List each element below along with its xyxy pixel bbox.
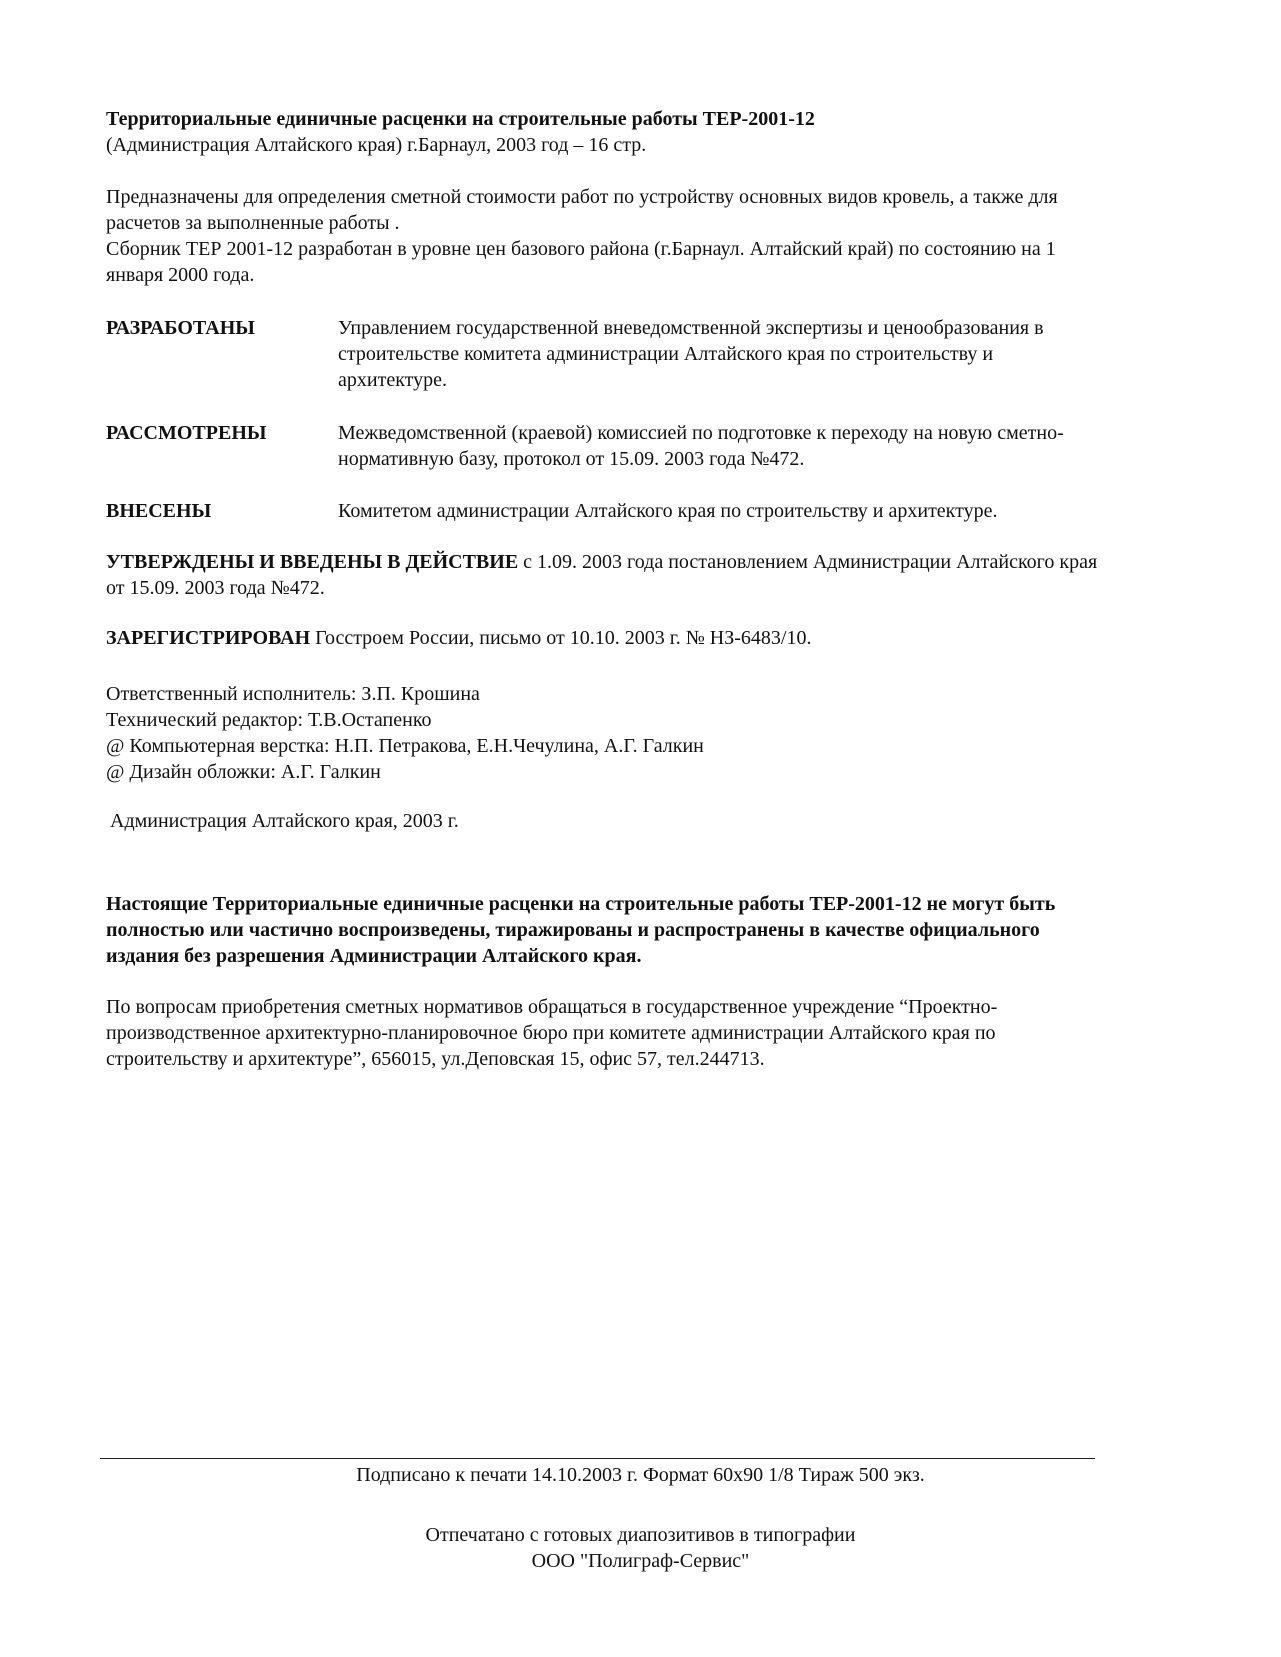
credits-list (106, 681, 1106, 785)
approved-text: с 1.09. 2003 года постановлением Администрации Алтайского края от 15.09. 2003 года №472. (106, 551, 1098, 599)
reviewed-text: Межведомственной (краевой) комиссией по подготовке к переходу на новую сметно-нормативную базу, протокол от 15.09. 2003 года №472. (338, 422, 1064, 470)
document-subtitle: (Администрация Алтайского края) г.Барнаул, 2003 год – 16 стр. (106, 134, 647, 156)
printer-line-2: ООО "Полиграф-Сервис" (531, 1550, 750, 1572)
reviewed-label: РАССМОТРЕНЫ (106, 422, 267, 444)
footer-divider (100, 1458, 1095, 1459)
credit-line-layout: @ Компьютерная верстка: Н.П. Петракова, Е.Н.Чечулина, А.Г. Галкин (106, 735, 704, 757)
credit-line-executor: Ответственный исполнитель: З.П. Крошина (106, 683, 480, 705)
document-title: Территориальные единичные расценки на строительные работы ТЕР-2001-12 (106, 108, 815, 130)
contact-paragraph: По вопросам приобретения сметных нормативов обращаться в государственное учреждение “Проектно-производственное архитектурно-планировочное бюро при комитете администрации Алтайского края по строительству и архитектуре”, 656015, ул.Деповская 15, офис 57, тел.244713. (106, 996, 998, 1070)
credit-line-editor: Технический редактор: Т.В.Остапенко (106, 709, 432, 731)
submitted-text: Комитетом администрации Алтайского края по строительству и архитектуре. (338, 500, 998, 522)
approved-label: УТВЕРЖДЕНЫ И ВВЕДЕНЫ В ДЕЙСТВИЕ (106, 551, 519, 573)
developed-text: Управлением государственной вневедомственной экспертизы и ценообразования в строительстве комитета администрации Алтайского края по строительству и архитектуре. (338, 317, 1044, 391)
printer-line-1: Отпечатано с готовых диапозитивов в типографии (425, 1524, 856, 1546)
copyright-notice: Настоящие Территориальные единичные расценки на строительные работы ТЕР-2001-12 не могут быть полностью или частично воспроизведены, тиражированы и распространены в качестве официального издания без разрешения Администрации Алтайского края. (106, 893, 1056, 967)
administration-line: Администрация Алтайского края, 2003 г. (110, 810, 459, 832)
developed-row (106, 315, 1106, 393)
registered-paragraph (106, 625, 1106, 651)
prices-paragraph: Сборник ТЕР 2001-12 разработан в уровне цен базового района (г.Барнаул. Алтайский край) по состоянию на 1 января 2000 года. (106, 238, 1056, 286)
registered-text: Госстроем России, письмо от 10.10. 2003 г. № НЗ-6483/10. (310, 627, 812, 649)
submitted-row (106, 498, 1106, 524)
developed-label: РАЗРАБОТАНЫ (106, 317, 255, 339)
approved-paragraph (106, 549, 1106, 601)
submitted-label: ВНЕСЕНЫ (106, 500, 212, 522)
print-info: Подписано к печати 14.10.2003 г. Формат 60х90 1/8 Тираж 500 экз. (356, 1464, 925, 1486)
registered-label: ЗАРЕГИСТРИРОВАН (106, 627, 311, 649)
reviewed-row (106, 420, 1106, 472)
title-block (106, 106, 1106, 158)
purpose-paragraph: Предназначены для определения сметной стоимости работ по устройству основных видов кровель, а также для расчетов за выполненные работы . (106, 186, 1058, 234)
printer-info (0, 1522, 1281, 1574)
credit-line-cover-design: @ Дизайн обложки: А.Г. Галкин (106, 761, 381, 783)
